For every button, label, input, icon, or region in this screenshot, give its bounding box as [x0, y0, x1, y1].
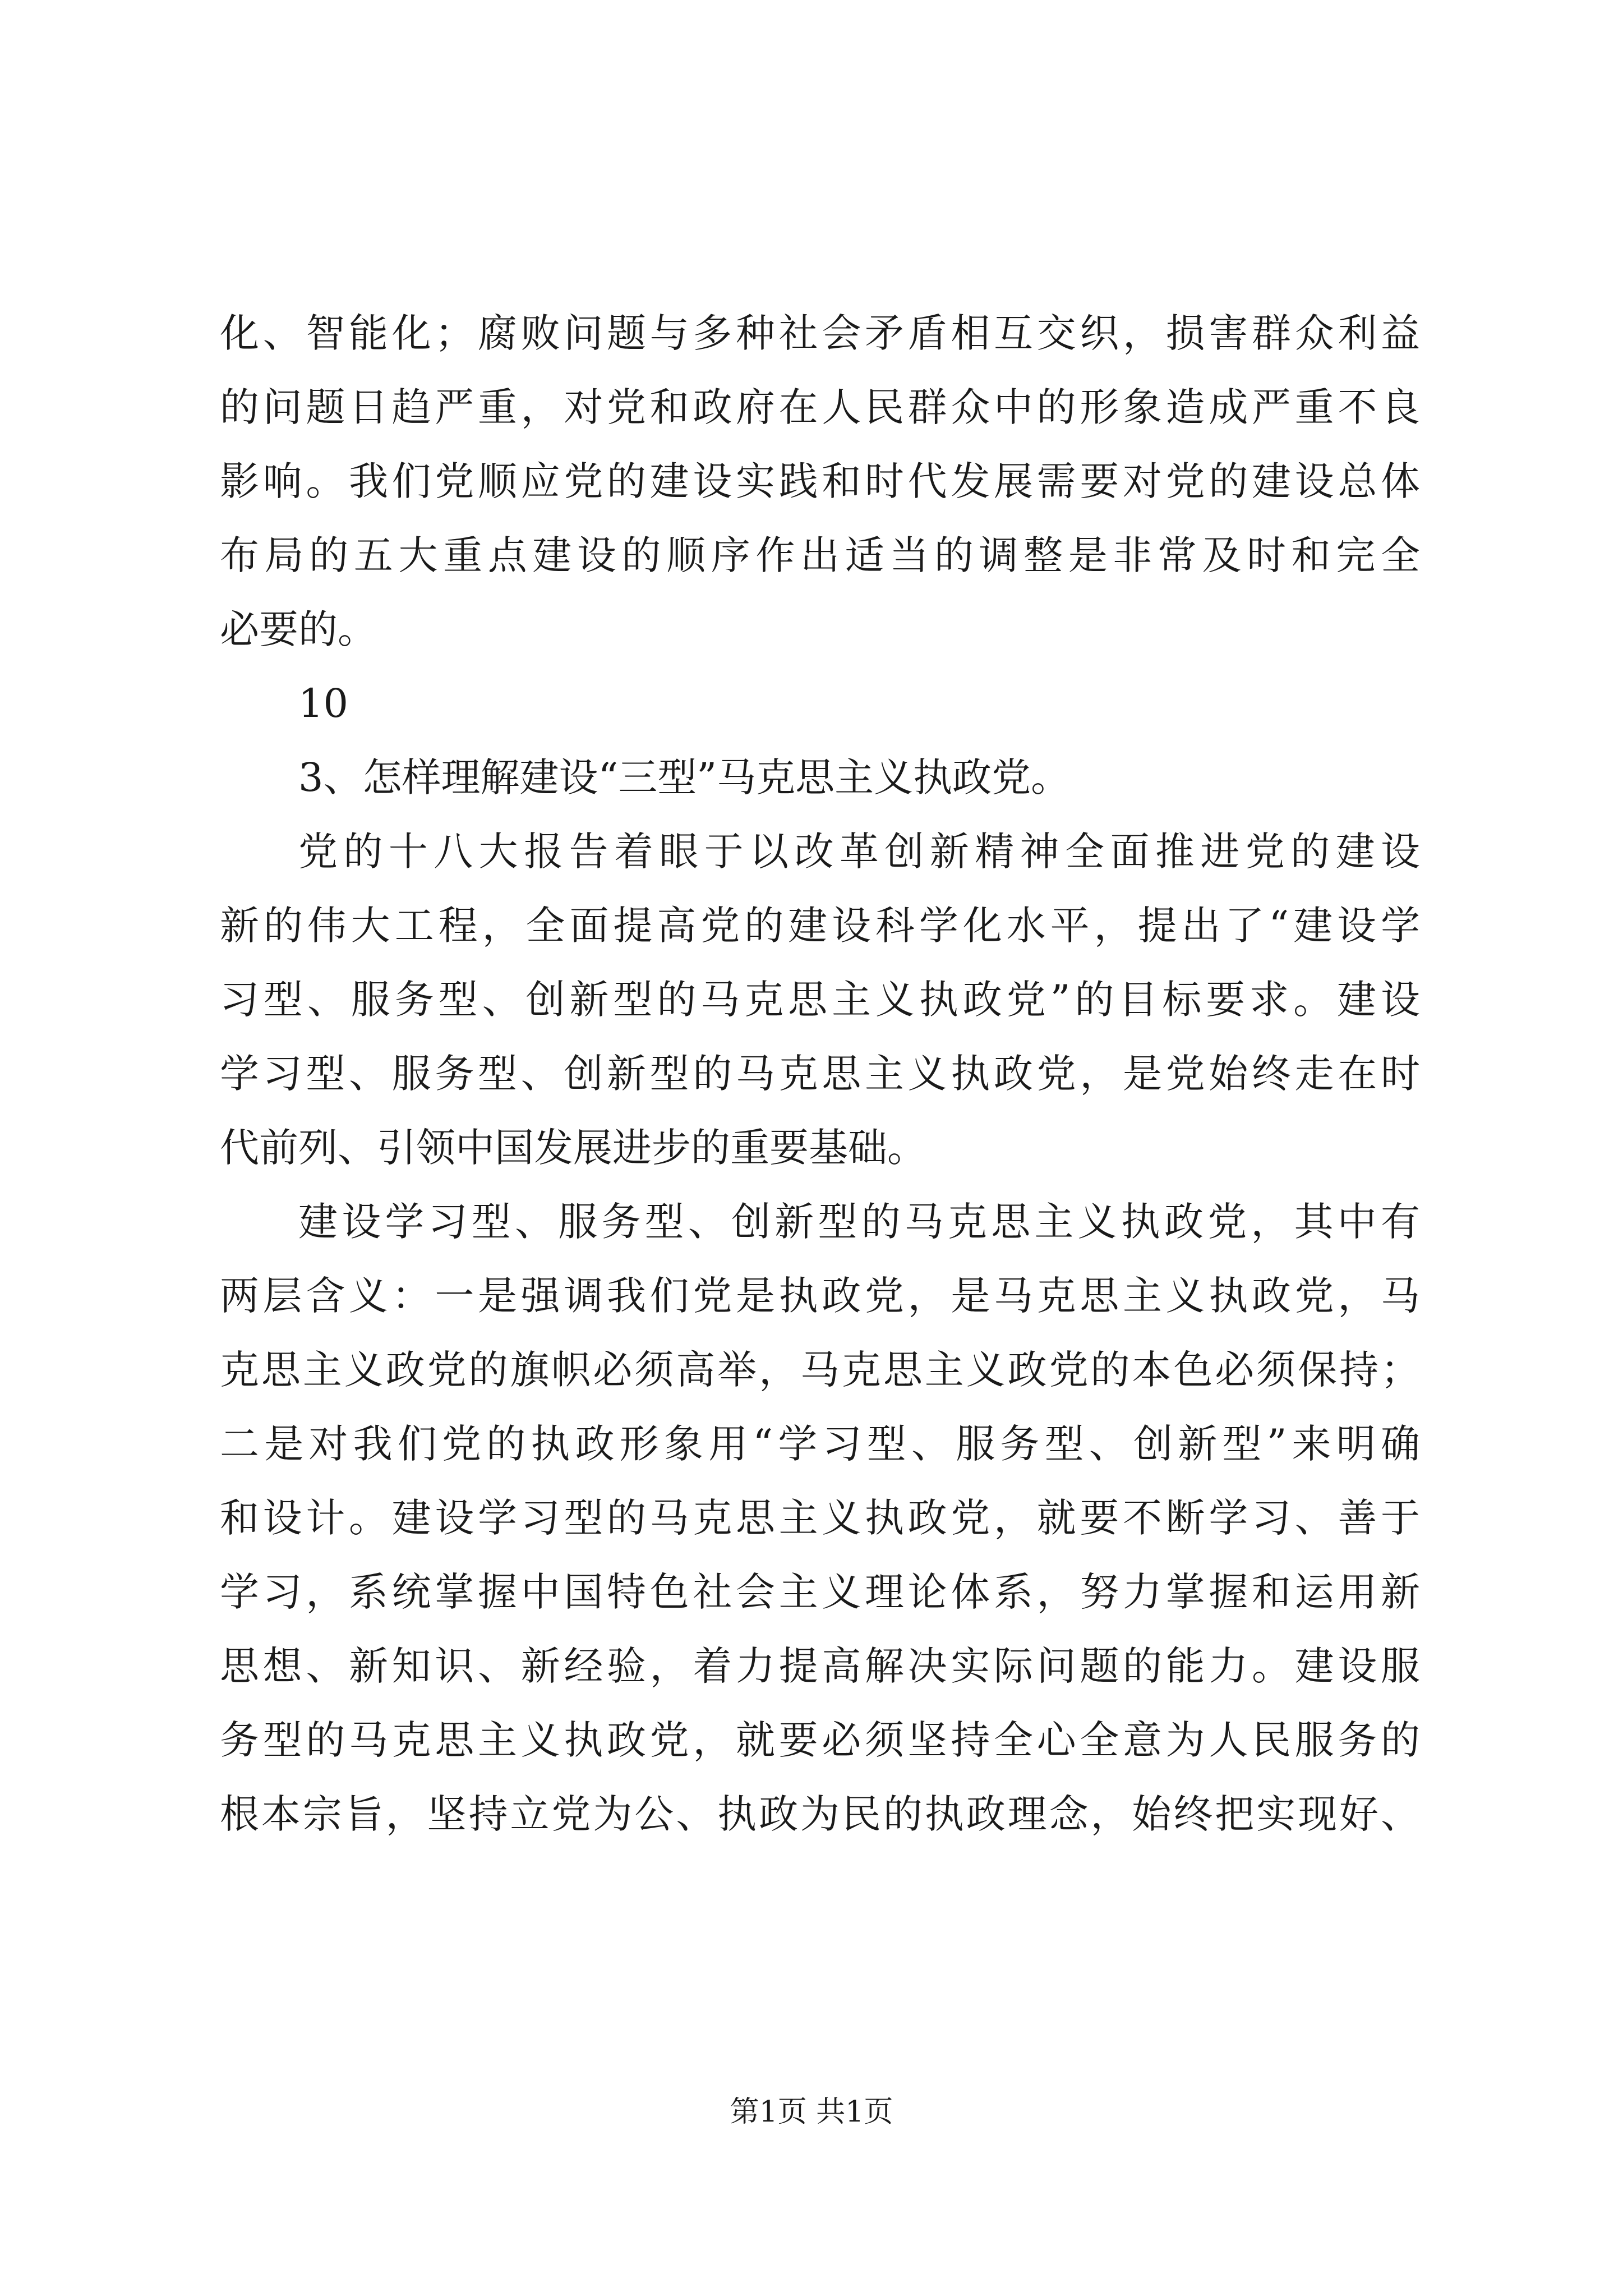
text-line: 学习，系统掌握中国特色社会主义理论体系，努力掌握和运用新: [220, 1569, 1420, 1615]
text-line: 影响。我们党顺应党的建设实践和时代发展需要对党的建设总体: [220, 458, 1420, 504]
text-line: 习型、服务型、创新型的马克思主义执政党”的目标要求。建设: [220, 977, 1420, 1023]
text-line: 克思主义政党的旗帜必须高举，马克思主义政党的本色必须保持；: [220, 1347, 1420, 1393]
text-line: 党的十八大报告着眼于以改革创新精神全面推进党的建设: [298, 829, 1420, 875]
text-line: 建设学习型、服务型、创新型的马克思主义执政党，其中有: [298, 1199, 1420, 1245]
section-heading: 3、怎样理解建设“三型”马克思主义执政党。: [298, 754, 1071, 800]
text-line: 学习型、服务型、创新型的马克思主义执政党，是党始终走在时: [220, 1051, 1420, 1097]
text-line: 根本宗旨，坚持立党为公、执政为民的执政理念，始终把实现好、: [220, 1791, 1420, 1837]
text-line: 二是对我们党的执政形象用“学习型、服务型、创新型”来明确: [220, 1421, 1420, 1467]
text-line: 10: [298, 680, 349, 726]
text-line: 思想、新知识、新经验，着力提高解决实际问题的能力。建设服: [220, 1643, 1420, 1689]
text-line: 代前列、引领中国发展进步的重要基础。: [220, 1125, 926, 1171]
text-line: 布局的五大重点建设的顺序作出适当的调整是非常及时和完全: [220, 532, 1420, 578]
text-line: 新的伟大工程，全面提高党的建设科学化水平，提出了“建设学: [220, 903, 1420, 949]
text-line: 和设计。建设学习型的马克思主义执政党，就要不断学习、善于: [220, 1495, 1420, 1541]
text-line: 化、智能化；腐败问题与多种社会矛盾相互交织，损害群众利益: [220, 310, 1420, 356]
text-line: 必要的。: [220, 606, 377, 652]
text-line: 两层含义：一是强调我们党是执政党，是马克思主义执政党，马: [220, 1273, 1420, 1319]
text-line: 务型的马克思主义执政党，就要必须坚持全心全意为人民服务的: [220, 1717, 1420, 1763]
text-line: 的问题日趋严重，对党和政府在人民群众中的形象造成严重不良: [220, 384, 1420, 430]
page-footer: 第1页 共1页: [730, 2095, 893, 2129]
